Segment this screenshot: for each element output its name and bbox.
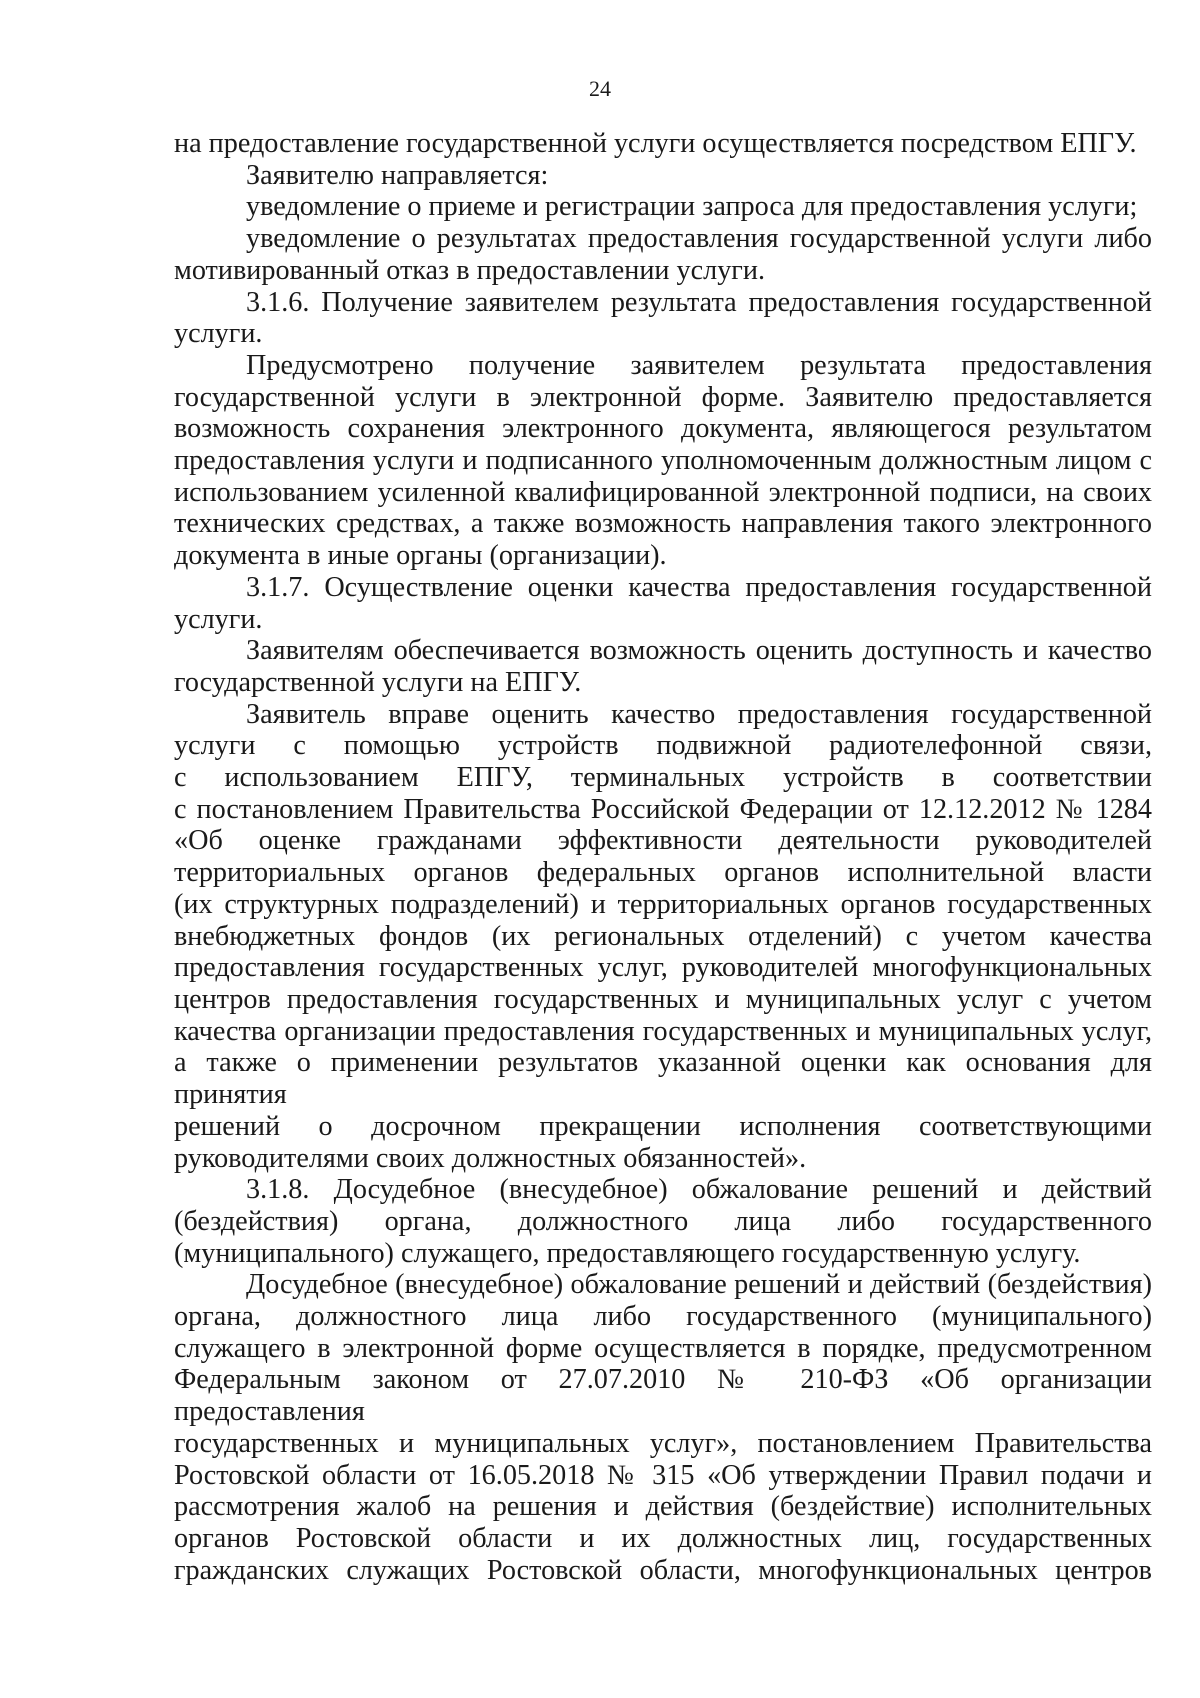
text-line: государственной услуги в электронной форме. Заявителю предоставляется (174, 381, 1152, 413)
text-line: 3.1.7. Осуществление оценки качества предоставления государственной (246, 571, 1152, 603)
text-line: на предоставление государственной услуги осуществляется посредством ЕПГУ. (174, 128, 1137, 159)
text-line: а также о применении результатов указанной оценки как основания для принятия (174, 1047, 1152, 1111)
text-line: рассмотрения жалоб на решения и действия (бездействие) исполнительных (174, 1491, 1152, 1523)
text-line: руководителями своих должностных обязанностей». (174, 1142, 807, 1174)
text-line: 3.1.8. Досудебное (внесудебное) обжалование решений и действий (246, 1174, 1152, 1206)
text-line: с использованием ЕПГУ, терминальных устройств в соответствии (174, 762, 1152, 794)
text-line: предоставления услуги и подписанного уполномоченным должностным лицом с (174, 445, 1152, 477)
text-line: документа в иные органы (организации). (174, 540, 667, 572)
text-line: Досудебное (внесудебное) обжалование решений и действий (бездействия) (246, 1269, 1152, 1301)
text-line: услуги с помощью устройств подвижной радиотелефонной связи, (174, 730, 1152, 762)
text-line: (муниципального) служащего, предоставляющего государственную услугу. (174, 1237, 1081, 1269)
text-line: решений о досрочном прекращении исполнения соответствующими (174, 1110, 1152, 1142)
text-line: с постановлением Правительства Российской Федерации от 12.12.2012 № 1284 (174, 793, 1152, 825)
text-line: мотивированный отказ в предоставлении услуги. (174, 254, 766, 286)
text-line: служащего в электронной форме осуществляется в порядке, предусмотренном (174, 1332, 1152, 1364)
text-line: (их структурных подразделений) и территориальных органов государственных (174, 888, 1152, 920)
page-number: 24 (589, 76, 611, 101)
text-line: уведомление о приеме и регистрации запроса для предоставления услуги; (246, 191, 1138, 223)
text-line: Федеральным законом от 27.07.2010 № 210-ФЗ «Об организации предоставления (174, 1364, 1152, 1428)
text-line: Ростовской области от 16.05.2018 № 315 «Об утверждении Правил подачи и (174, 1459, 1152, 1491)
text-line: гражданских служащих Ростовской области, многофункциональных центров (174, 1554, 1152, 1586)
text-line: Заявителям обеспечивается возможность оценить доступность и качество (246, 635, 1152, 667)
text-line: услуги. (174, 603, 263, 635)
text-line: услуги. (174, 318, 263, 350)
text-line: технических средствах, а также возможность направления такого электронного (174, 508, 1152, 540)
text-line: территориальных органов федеральных органов исполнительной власти (174, 857, 1152, 889)
text-line: возможность сохранения электронного документа, являющегося результатом (174, 413, 1152, 445)
text-line: предоставления государственных услуг, руководителей многофункциональных (174, 952, 1152, 984)
text-line: (бездействия) органа, должностного лица либо государственного (174, 1205, 1152, 1237)
text-line: «Об оценке гражданами эффективности деятельности руководителей (174, 825, 1152, 857)
text-line: Заявителю направляется: (246, 159, 549, 191)
text-line: центров предоставления государственных и муниципальных услуг с учетом (174, 983, 1152, 1015)
text-line: государственной услуги на ЕПГУ. (174, 666, 582, 698)
text-line: органа, должностного лица либо государственного (муниципального) (174, 1301, 1152, 1333)
document-body (174, 128, 1152, 1586)
text-line: использованием усиленной квалифицированной электронной подписи, на своих (174, 476, 1152, 508)
text-line: Предусмотрено получение заявителем результата предоставления (246, 349, 1152, 381)
text-line: Заявитель вправе оценить качество предоставления государственной (246, 698, 1152, 730)
text-line: внебюджетных фондов (их региональных отделений) с учетом качества (174, 920, 1152, 952)
text-line: государственных и муниципальных услуг», постановлением Правительства (174, 1427, 1152, 1459)
text-line: 3.1.6. Получение заявителем результата предоставления государственной (246, 286, 1152, 318)
text-line: качества организации предоставления государственных и муниципальных услуг, (174, 1015, 1152, 1047)
text-line: органов Ростовской области и их должностных лиц, государственных (174, 1522, 1152, 1554)
text-line: уведомление о результатах предоставления государственной услуги либо (246, 223, 1152, 255)
